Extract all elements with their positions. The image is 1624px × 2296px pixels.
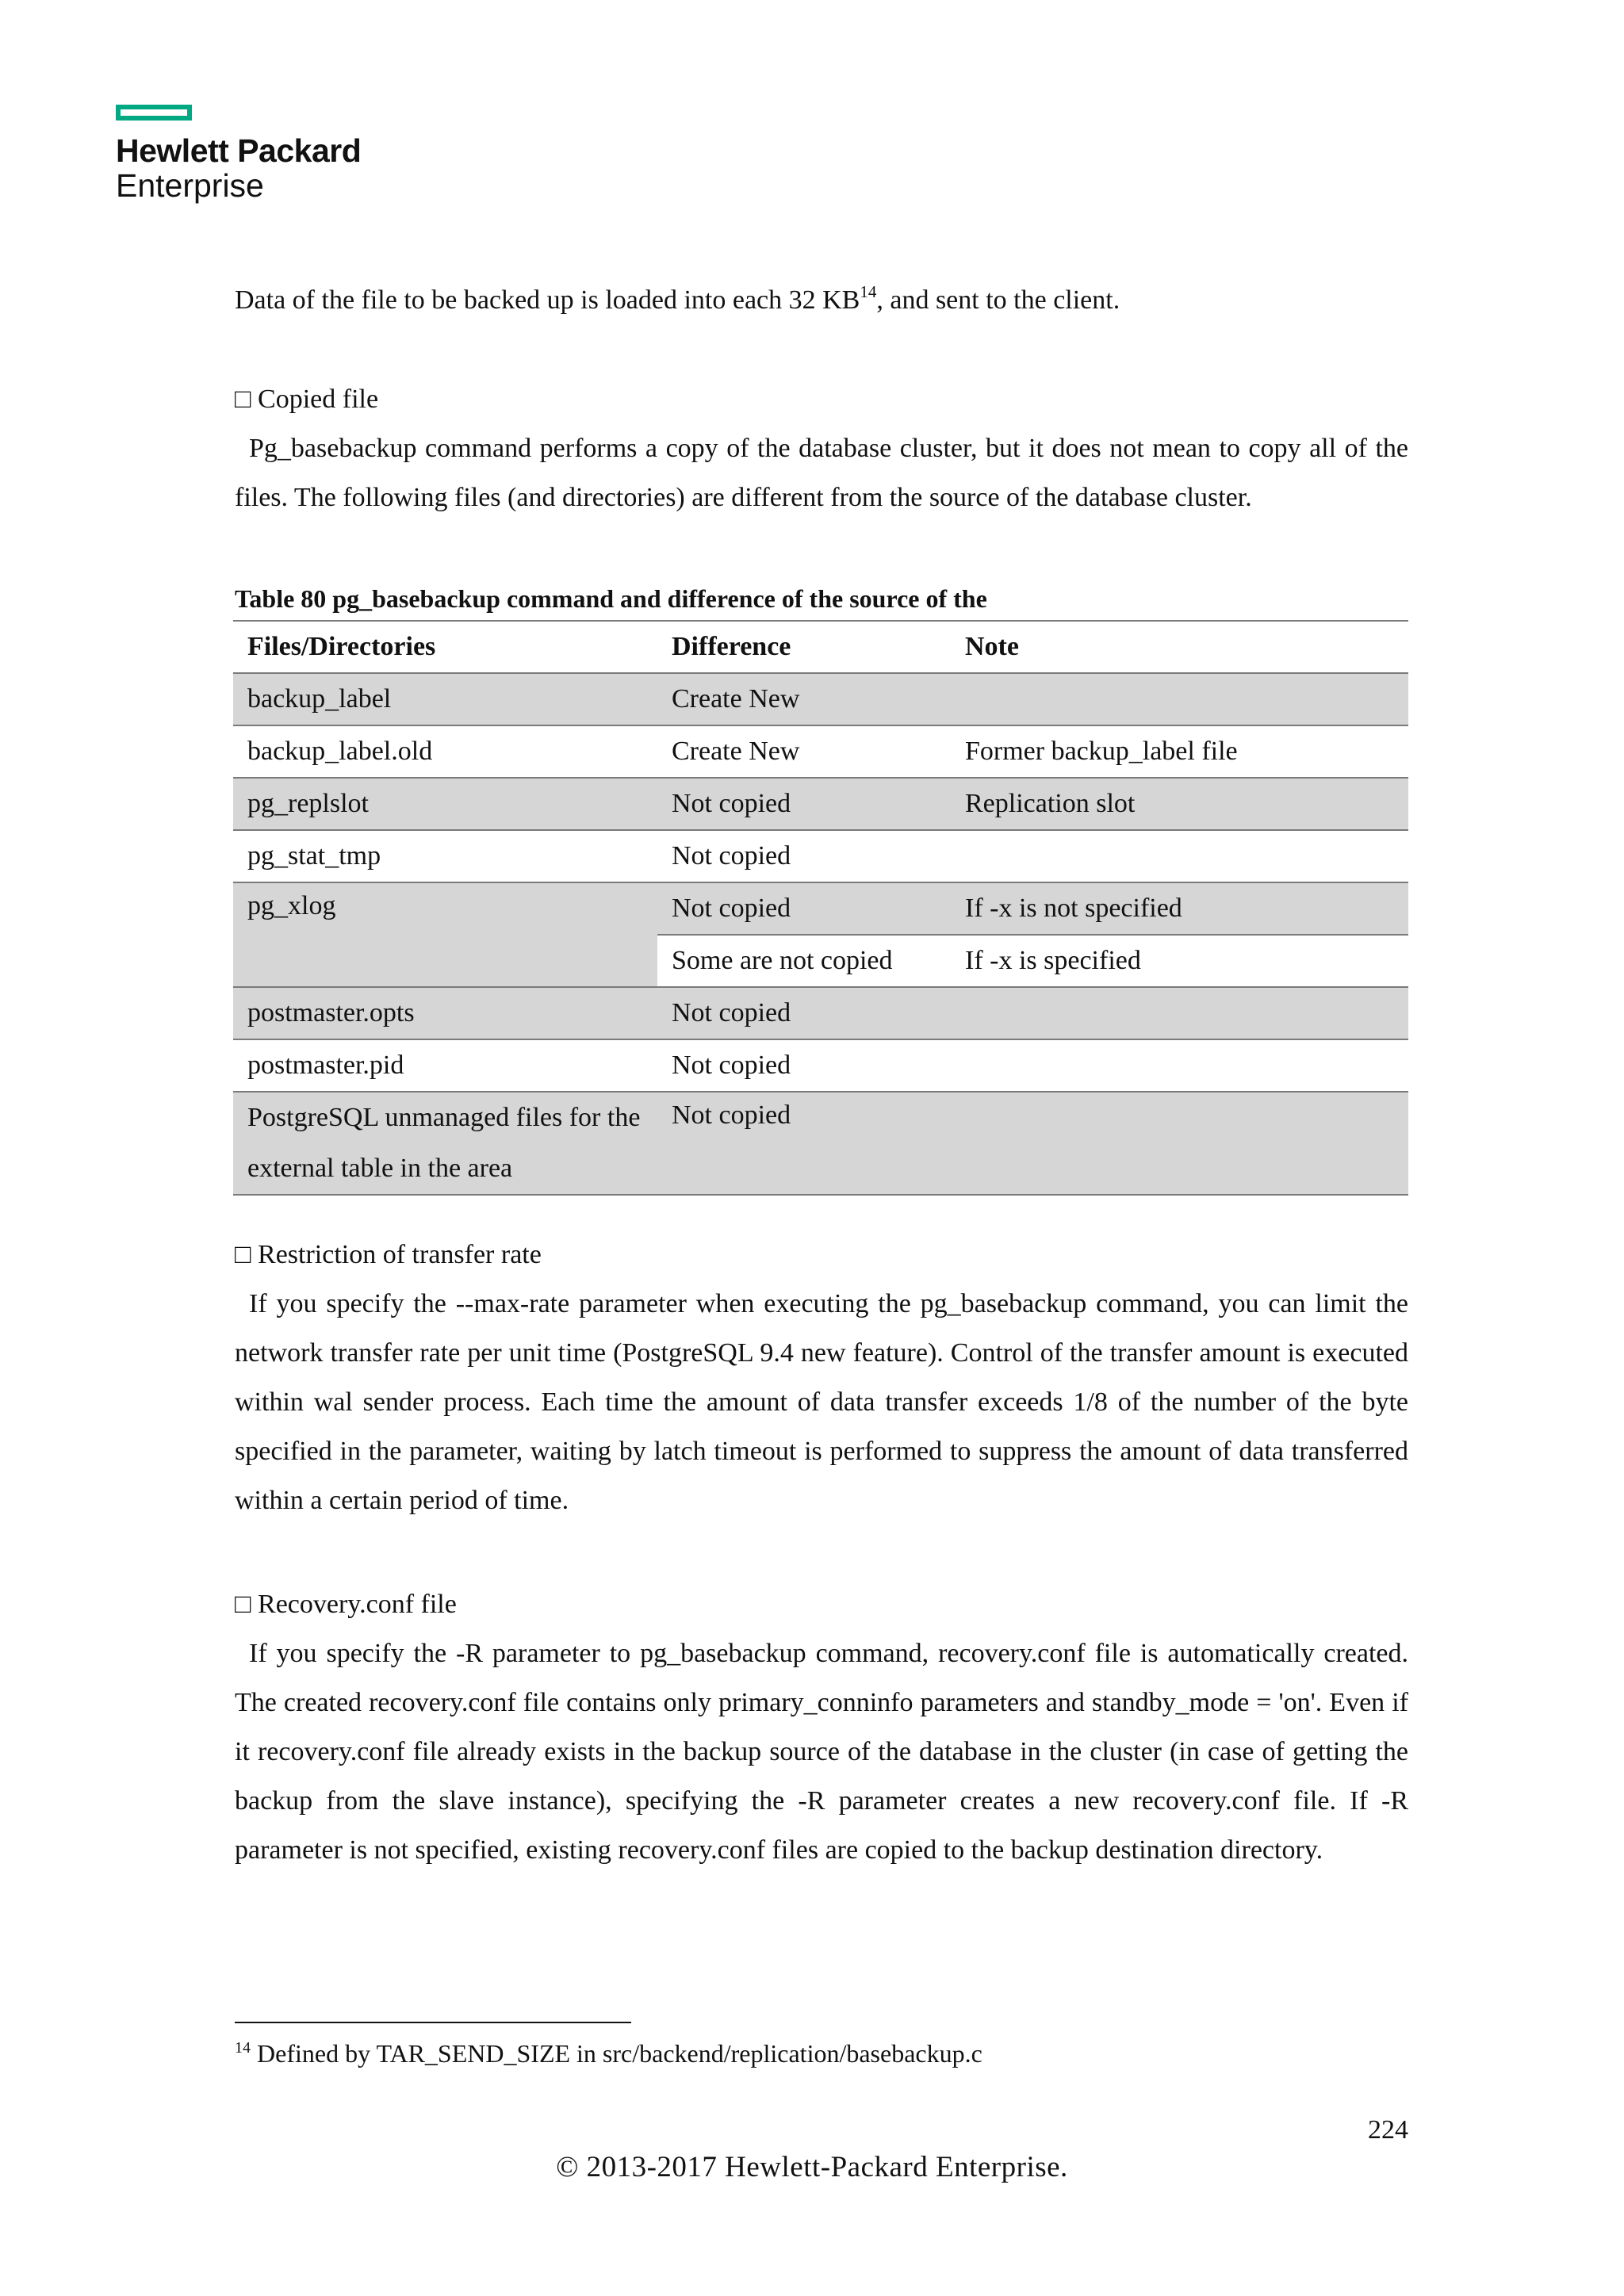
table-row — [233, 1092, 1408, 1195]
cell-note — [951, 1039, 1408, 1092]
cell-file: pg_xlog — [233, 882, 657, 987]
table-80 — [233, 620, 1408, 1196]
cell-file: postmaster.opts — [233, 987, 657, 1039]
section-recovery-conf — [235, 1580, 1408, 1875]
column-header: Files/Directories — [233, 621, 657, 673]
cell-note — [951, 1092, 1408, 1195]
cell-file: backup_label.old — [233, 725, 657, 778]
table-row — [233, 725, 1408, 778]
cell-difference: Create New — [657, 673, 951, 725]
footnote-number: 14 — [235, 2039, 251, 2057]
intro-paragraph — [235, 276, 1408, 325]
table-row — [233, 987, 1408, 1039]
logo-mark — [116, 105, 192, 121]
intro-tail: , and sent to the client. — [876, 285, 1120, 315]
cell-file: pg_stat_tmp — [233, 830, 657, 882]
logo-text-line1: Hewlett Packard — [116, 132, 362, 169]
table-header-row — [233, 621, 1408, 673]
cell-difference: Not copied — [657, 882, 951, 935]
cell-difference: Not copied — [657, 830, 951, 882]
section-body: If you specify the --max-rate parameter when executing the pg_basebackup command, you can limit the network transfer rate per unit time (PostgreSQL 9.4 new feature). Control of the transfer amount is executed within wal sender process. Each time the amount of data transfer exceeds 1/8 of the number of the byte specified in the parameter, waiting by latch timeout is performed to suppress the amount of data transferred within a certain period of time. — [235, 1289, 1408, 1515]
section-heading: □ Recovery.conf file — [235, 1590, 457, 1619]
cell-file: PostgreSQL unmanaged files for the external table in the area — [233, 1092, 657, 1195]
cell-file: pg_replslot — [233, 778, 657, 830]
hpe-logo — [116, 105, 377, 203]
cell-note: If -x is not specified — [951, 882, 1408, 935]
cell-difference: Not copied — [657, 987, 951, 1039]
cell-difference: Not copied — [657, 1039, 951, 1092]
cell-difference: Create New — [657, 725, 951, 778]
table-row — [233, 882, 1408, 935]
logo-text-line2: Enterprise — [116, 167, 264, 204]
table-row — [233, 673, 1408, 725]
column-header: Difference — [657, 621, 951, 673]
footnote-divider — [235, 2022, 631, 2023]
footnote-text: Defined by TAR_SEND_SIZE in src/backend/replication/basebackup.c — [251, 2039, 982, 2068]
cell-note — [951, 987, 1408, 1039]
cell-note: If -x is specified — [951, 935, 1408, 987]
cell-note: Former backup_label file — [951, 725, 1408, 778]
table-row — [233, 1039, 1408, 1092]
table-row — [233, 830, 1408, 882]
cell-note: Replication slot — [951, 778, 1408, 830]
section-heading: □ Copied file — [235, 385, 379, 414]
section-transfer-rate — [235, 1230, 1408, 1525]
intro-text: Data of the file to be backed up is loaded into each 32 KB — [235, 285, 860, 315]
cell-note — [951, 673, 1408, 725]
copyright-footer: © 2013-2017 Hewlett-Packard Enterprise. — [556, 2151, 1068, 2183]
cell-difference: Some are not copied — [657, 935, 951, 987]
cell-note — [951, 830, 1408, 882]
section-body: Pg_basebackup command performs a copy of the database cluster, but it does not mean to copy all of the files. The following files (and directories) are different from the source of the database cluster. — [235, 434, 1408, 512]
page-number: 224 — [1368, 2115, 1408, 2145]
section-body: If you specify the -R parameter to pg_basebackup command, recovery.conf file is automatically created. The created recovery.conf file contains only primary_conninfo parameters and standby_mode = 'on'. Even if it recovery.conf file already exists in the backup source of the database in the cluster (in case of getting the backup from the slave instance), specifying the -R parameter creates a new recovery.conf file. If -R parameter is not specified, existing recovery.conf files are copied to the backup destination directory. — [235, 1639, 1408, 1865]
table-caption: Table 80 pg_basebackup command and difference of the source of the — [235, 584, 987, 613]
footnote-ref[interactable]: 14 — [860, 282, 877, 301]
table-row — [233, 778, 1408, 830]
cell-difference: Not copied — [657, 778, 951, 830]
section-copied-file — [235, 375, 1408, 522]
footnote — [235, 2039, 982, 2068]
section-heading: □ Restriction of transfer rate — [235, 1240, 542, 1269]
cell-file: postmaster.pid — [233, 1039, 657, 1092]
cell-difference: Not copied — [657, 1092, 951, 1195]
cell-file: backup_label — [233, 673, 657, 725]
column-header: Note — [951, 621, 1408, 673]
